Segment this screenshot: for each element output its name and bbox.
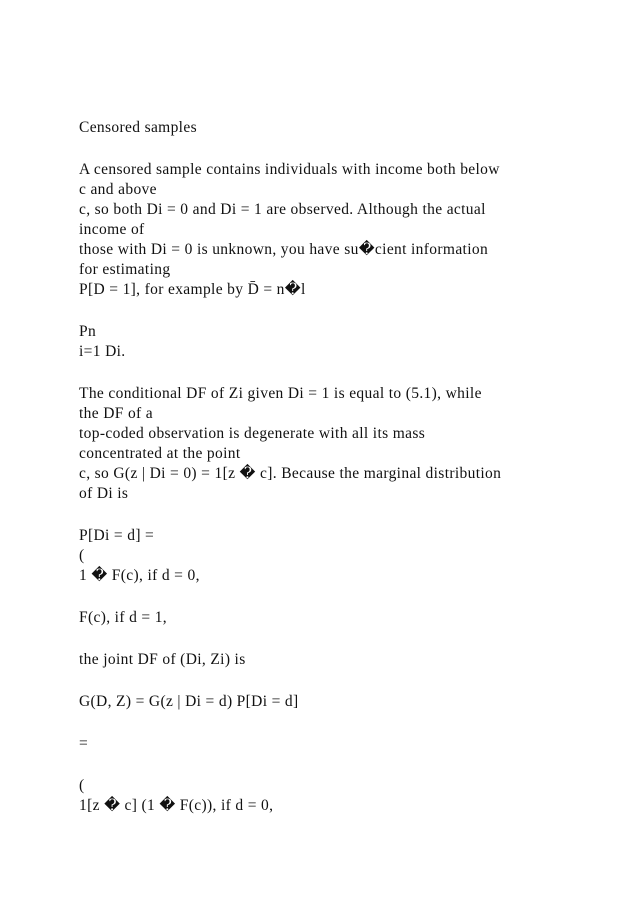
text-line: for estimating (79, 261, 171, 278)
section-heading: Censored samples (79, 119, 197, 136)
equation-line: = (79, 735, 89, 752)
equation-line: 1[z � c] (1 � F(c)), if d = 0, (79, 797, 274, 814)
text-line: c, so G(z | Di = 0) = 1[z � c]. Because the marginal distribution (79, 465, 502, 482)
equation-line: P[Di = d] = (79, 527, 155, 544)
text-line: Pn (79, 323, 97, 340)
text-line: i=1 Di. (79, 343, 126, 360)
text-line: c and above (79, 181, 157, 198)
equation-line: ( (79, 547, 85, 564)
text-line: of Di is (79, 485, 129, 502)
equation-line: 1 � F(c), if d = 0, (79, 567, 200, 584)
text-line: c, so both Di = 0 and Di = 1 are observed. Although the actual (79, 201, 486, 218)
text-line: The conditional DF of Zi given Di = 1 is equal to (5.1), while (79, 385, 482, 402)
text-line: the DF of a (79, 405, 154, 422)
text-line: the joint DF of (Di, Zi) is (79, 651, 246, 668)
text-line: A censored sample contains individuals with income both below (79, 161, 500, 178)
text-line: top-coded observation is degenerate with all its mass (79, 425, 426, 442)
equation-line: F(c), if d = 1, (79, 609, 168, 626)
text-line: P[D = 1], for example by D̄ = n�l (79, 281, 306, 298)
text-line: concentrated at the point (79, 445, 241, 462)
text-line: income of (79, 221, 145, 238)
equation-line: G(D, Z) = G(z | Di = d) P[Di = d] (79, 693, 299, 710)
text-line: those with Di = 0 is unknown, you have su�cient information (79, 241, 489, 258)
equation-line: ( (79, 777, 85, 794)
